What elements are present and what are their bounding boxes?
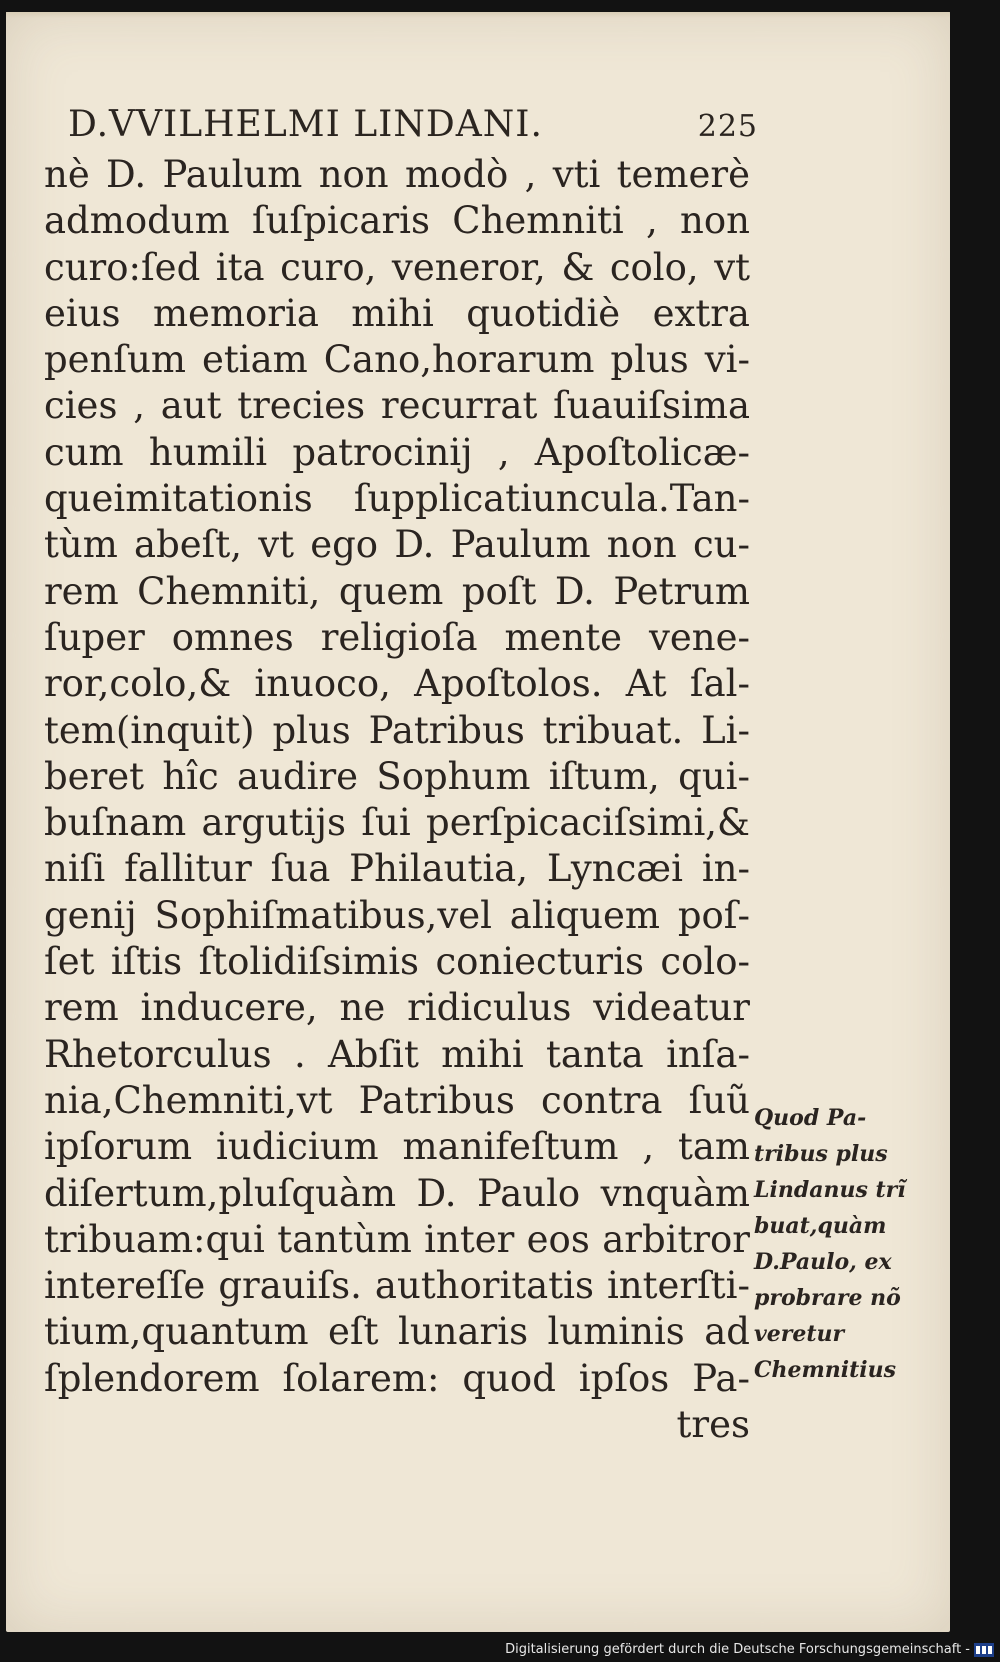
text-line: cies , aut trecies recurrat ſuauiſsima — [44, 384, 750, 428]
text-line: niſi fallitur ſua Philautia, Lyncæi in- — [44, 847, 750, 891]
dfg-logo-icon — [974, 1643, 994, 1657]
marginal-note-line: D.Paulo, ex — [754, 1249, 892, 1275]
text-line: tùm abeſt, vt ego D. Paulum non cu- — [44, 523, 750, 567]
marginal-note-line: Quod Pa- — [754, 1105, 867, 1131]
digitization-credit — [505, 1642, 994, 1658]
text-line: ſet iſtis ſtolidiſsimis coniecturis colo- — [44, 940, 750, 984]
marginal-note-line: veretur — [754, 1321, 845, 1347]
text-line: rem Chemniti, quem poſt D. Petrum — [44, 569, 750, 613]
text-line: penſum etiam Cano,horarum plus vi- — [44, 338, 750, 382]
text-line: ror,colo,& inuoco, Apoſtolos. At ſal- — [44, 662, 750, 706]
running-head-title: D.VVILHELMI LINDANI. — [68, 104, 543, 145]
text-line: nè D. Paulum non modò , vti temerè — [44, 153, 750, 196]
text-line: genij Sophiſmatibus,vel aliquem poſ- — [44, 893, 750, 937]
text-line: queimitationis ſupplicatiuncula.Tan- — [44, 477, 750, 521]
marginal-note-line: buat,quàm — [754, 1213, 887, 1239]
text-line: tium,quantum eſt lunaris luminis ad — [44, 1310, 750, 1354]
text-line: ſplendorem ſolarem: quod ipſos Pa- — [44, 1356, 750, 1400]
text-line: curo:ſed ita curo, veneror, & colo, vt — [44, 245, 750, 289]
text-line: rem inducere, ne ridiculus videatur — [44, 986, 750, 1030]
marginal-note-line: probrare nõ — [754, 1285, 901, 1311]
text-line: tem(inquit) plus Patribus tribuat. Li- — [44, 708, 750, 752]
book-page — [6, 12, 950, 1632]
marginal-note-line: Lindanus trĩ — [754, 1177, 906, 1203]
page-number: 225 — [697, 109, 758, 144]
text-line: Rhetorculus . Abſit mihi tanta inſa- — [44, 1032, 750, 1076]
text-line: buſnam argutijs ſui perſpicaciſsimi,& — [44, 801, 750, 845]
text-line: intereſſe grauiſs. authoritatis interſti- — [44, 1264, 750, 1308]
text-line: admodum ſuſpicaris Chemniti , non — [44, 199, 750, 243]
page-top-edge — [6, 12, 950, 18]
text-line: tribuam:qui tantùm inter eos arbitror — [44, 1217, 750, 1261]
text-line: nia,Chemniti,vt Patribus contra ſuũ — [44, 1078, 750, 1122]
marginal-note-line: tribus plus — [754, 1141, 888, 1167]
text-line: beret hîc audire Sophum iſtum, qui- — [44, 754, 750, 798]
main-text-block — [44, 152, 750, 1448]
text-line: ipſorum iudicium manifeſtum , tam — [44, 1125, 750, 1169]
marginal-note-line: Chemnitius — [754, 1357, 897, 1383]
text-line: eius memoria mihi quotidiè extra — [44, 291, 750, 335]
catchword: tres — [676, 1403, 750, 1447]
text-line: diſertum,pluſquàm D. Paulo vnquàm — [44, 1171, 750, 1215]
digitization-credit-text: Digitalisierung gefördert durch die Deutsche Forschungsgemeinschaft - — [505, 1642, 970, 1657]
running-head — [68, 104, 758, 148]
marginal-note — [754, 1100, 908, 1388]
text-line: ſuper omnes religioſa mente vene- — [44, 615, 750, 659]
text-line: cum humili patrocinij , Apoſtolicæ- — [44, 430, 750, 474]
